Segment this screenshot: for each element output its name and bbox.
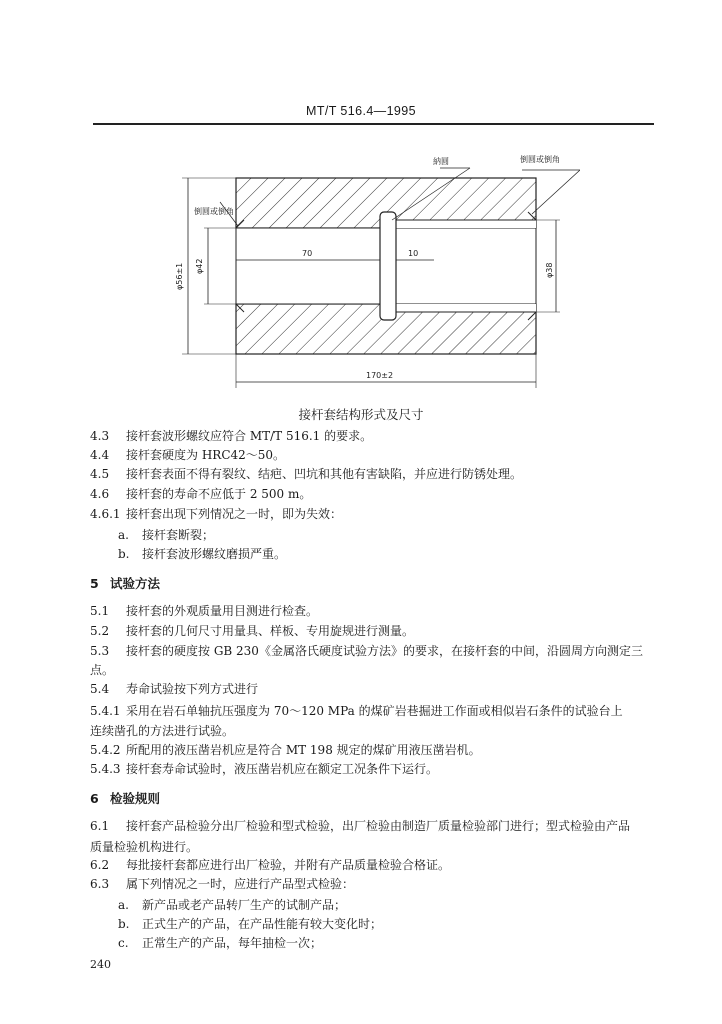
figure-caption: 接杆套结构形式及尺寸 — [298, 407, 424, 422]
inspection-item-a: a. 新产品或老产品转厂生产的试制产品； — [118, 898, 347, 912]
clause-4-3: 4.3 接杆套波形螺纹应符合 MT/T 516.1 的要求。 — [90, 429, 373, 443]
header-rule — [93, 123, 654, 125]
clause-5-4: 5.4 寿命试验按下列方式进行 — [90, 682, 259, 696]
label-chamfer-right: 倒圆或倒角 — [520, 155, 560, 164]
label-dim-10: 10 — [408, 249, 419, 258]
clause-6-1-cont: 质量检验机构进行。 — [90, 840, 199, 854]
inspection-item-c: c. 正常生产的产品，每年抽检一次； — [118, 936, 323, 950]
clause-5-3: 5.3 接杆套的硬度按 GB 230《金属洛氏硬度试验方法》的要求，在接杆套的中间，沿圆周方向测定三 — [90, 644, 643, 658]
sleeve-drawing — [160, 150, 580, 398]
clause-6-1: 6.1 接杆套产品检验分出厂检验和型式检验，出厂检验由制造厂质量检验部门进行；型式检验由产品 — [90, 819, 631, 833]
label-dim-right: φ38 — [545, 262, 554, 278]
clause-6-2: 6.2 每批接杆套都应进行出厂检验，并附有产品质量检验合格证。 — [90, 858, 451, 872]
clause-5-2: 5.2 接杆套的几何尺寸用量具、样板、专用旋规进行测量。 — [90, 624, 415, 638]
clause-5-4-2: 5.4.2 所配用的液压凿岩机应是符合 MT 198 规定的煤矿用液压凿岩机。 — [90, 743, 481, 757]
clause-5-4-1-cont: 连续凿孔的方法进行试验。 — [90, 724, 235, 738]
groove — [380, 212, 396, 320]
failure-item-b: b. 接杆套波形螺纹磨损严重。 — [118, 547, 287, 561]
clause-5-4-1: 5.4.1 采用在岩石单轴抗压强度为 70～120 MPa 的煤矿岩巷掘进工作面或相似岩石条件的试验台上 — [90, 704, 623, 718]
clause-5-3-cont: 点。 — [90, 663, 115, 677]
label-dim-total: 170±2 — [366, 371, 394, 380]
clause-6-3: 6.3 属下列情况之一时，应进行产品型式检验： — [90, 877, 355, 891]
failure-item-a: a. 接杆套断裂； — [118, 528, 215, 542]
label-groove: 納圆 — [433, 157, 449, 166]
label-dim-outer: φ56±1 — [175, 262, 184, 290]
clause-4-6: 4.6 接杆套的寿命不应低于 2 500 m。 — [90, 487, 312, 501]
clause-4-4: 4.4 接杆套硬度为 HRC42～50。 — [90, 448, 286, 462]
clause-5-4-3: 5.4.3 接杆套寿命试验时，液压凿岩机应在额定工况条件下运行。 — [90, 762, 439, 776]
label-dim-inner: φ42 — [195, 258, 204, 274]
page-number: 240 — [90, 958, 111, 971]
section-6-heading: 6 检验规则 — [90, 791, 161, 806]
label-chamfer-left: 倒圆或倒角 — [194, 207, 234, 216]
clause-4-5: 4.5 接杆套表面不得有裂纹、结疤、凹坑和其他有害缺陷，并应进行防锈处理。 — [90, 467, 523, 481]
section-5-heading: 5 试验方法 — [90, 576, 161, 591]
standard-header: MT/T 516.4—1995 — [306, 104, 416, 118]
clause-5-1: 5.1 接杆套的外观质量用目测进行检查。 — [90, 604, 319, 618]
clause-4-6-1: 4.6.1 接杆套出现下列情况之一时，即为失效： — [90, 507, 343, 521]
label-dim-70: 70 — [302, 249, 313, 258]
inspection-item-b: b. 正式生产的产品，在产品性能有较大变化时； — [118, 917, 383, 931]
